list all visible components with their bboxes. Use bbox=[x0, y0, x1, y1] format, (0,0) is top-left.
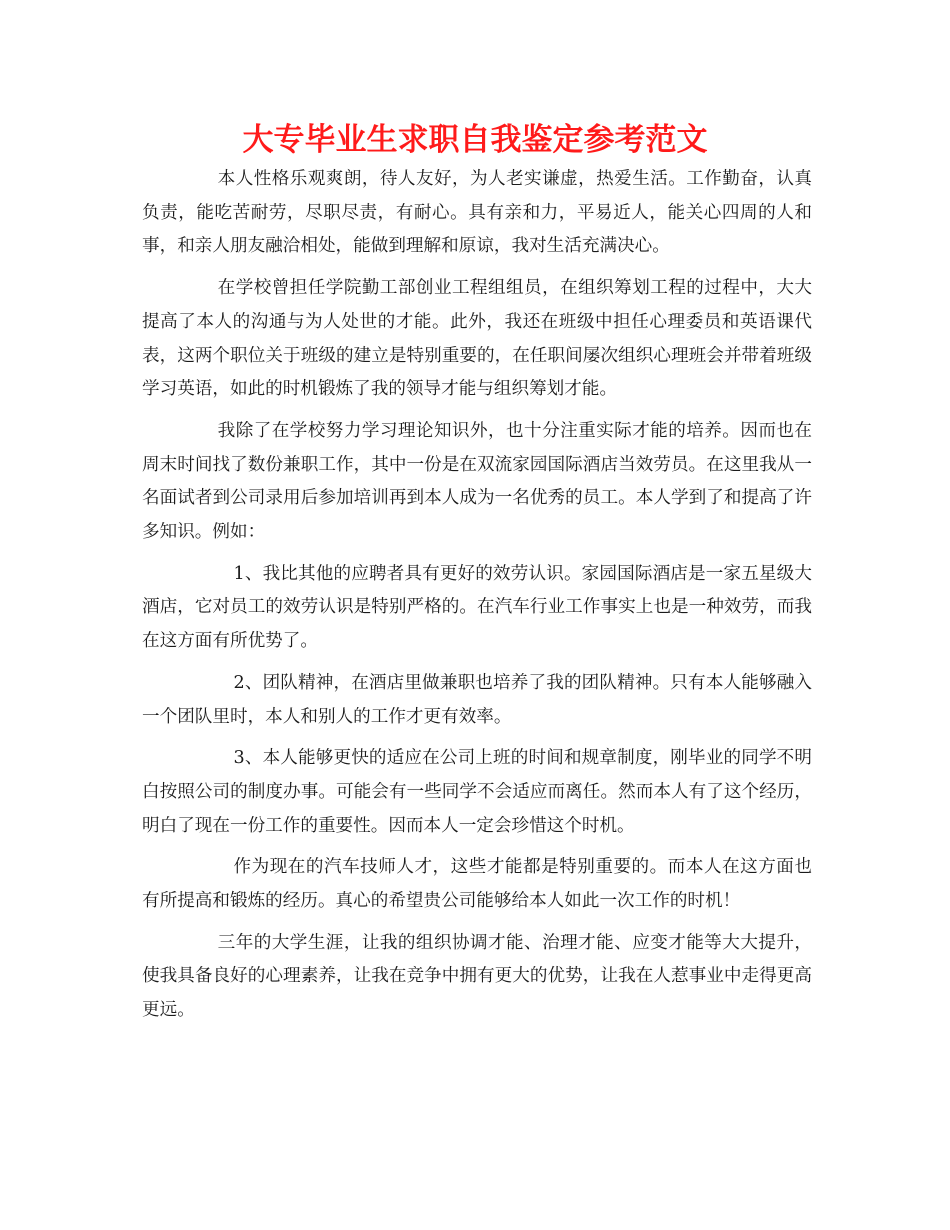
paragraph-conclusion: 三年的大学生涯，让我的组织协调才能、治理才能、应变才能等大大提升，使我具备良好的心理素养，让我在竞争中拥有更大的优势，让我在人惹事业中走得更高更远。 bbox=[142, 932, 812, 1021]
paragraph-school-roles: 在学校曾担任学院勤工部创业工程组组员，在组织筹划工程的过程中，大大提高了本人的沟通与为人处世的才能。此外，我还在班级中担任心理委员和英语课代表，这两个职位关于班级的建立是特别重要的，在任职间屡次组织心理班会并带着班级学习英语，如此的时机锻炼了我的领导才能与组织筹划才能。 bbox=[142, 278, 812, 400]
paragraph-part-time-work: 我除了在学校努力学习理论知识外，也十分注重实际才能的培养。因而也在周末时间找了数份兼职工作，其中一份是在双流家园国际酒店当效劳员。在这里我从一名面试者到公司录用后参加培训再到本人成为一名优秀的员工。本人学到了和提高了许多知识。例如： bbox=[142, 420, 812, 543]
paragraph-point-2: 2、团队精神，在酒店里做兼职也培养了我的团队精神。只有本人能够融入一个团队里时，本人和别人的工作才更有效率。 bbox=[142, 672, 812, 727]
document-title: 大专毕业生求职自我鉴定参考范文 bbox=[242, 122, 708, 158]
paragraph-technician: 作为现在的汽车技师人才，这些才能都是特别重要的。而本人在这方面也有所提高和锻炼的经历。真心的希望贵公司能够给本人如此一次工作的时机！ bbox=[142, 857, 812, 912]
paragraph-personality: 本人性格乐观爽朗，待人友好，为人老实谦虚，热爱生活。工作勤奋，认真负责，能吃苦耐劳，尽职尽责，有耐心。具有亲和力，平易近人，能关心四周的人和事，和亲人朋友融洽相处，能做到理解和原谅，我对生活充满决心。 bbox=[142, 169, 812, 257]
paragraph-point-3: 3、本人能够更快的适应在公司上班的时间和规章制度，刚毕业的同学不明白按照公司的制度办事。可能会有一些同学不会适应而离任。然而本人有了这个经历，明白了现在一份工作的重要性。因而本人一定会珍惜这个时机。 bbox=[142, 748, 812, 836]
paragraph-point-1: 1、我比其他的应聘者具有更好的效劳认识。家园国际酒店是一家五星级大酒店，它对员工的效劳认识是特别严格的。在汽车行业工作事实上也是一种效劳，而我在这方面有所优势了。 bbox=[142, 563, 812, 652]
document-body bbox=[142, 163, 812, 1036]
